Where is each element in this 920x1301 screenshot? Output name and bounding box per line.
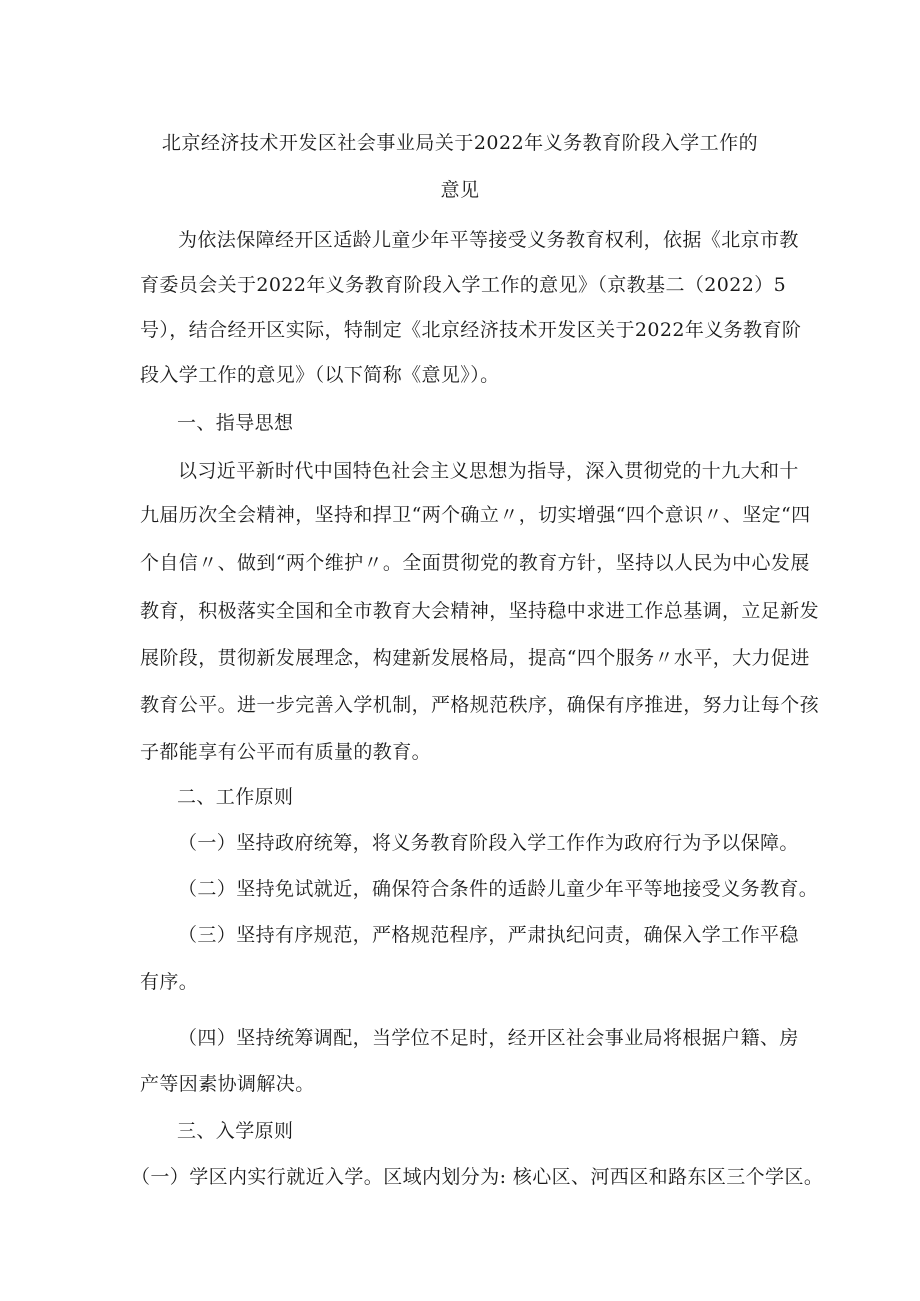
section-1-line-3: 个自信〃、做到“两个维护〃。全面贯彻党的教育方针，坚持以人民为中心发展 (140, 552, 810, 574)
section-1-line-6: 教育公平。进一步完善入学机制，严格规范秩序，确保有序推进，努力让每个孩 (140, 694, 820, 716)
section-2-item-2: （二）坚持免试就近，确保符合条件的适龄儿童少年平等地接受义务教育。 (178, 878, 819, 900)
document-title-line-1: 北京经济技术开发区社会事业局关于2022年义务教育阶段入学工作的 (161, 132, 759, 154)
document-title-line-2: 意见 (440, 179, 480, 201)
section-2-item-1: （一）坚持政府统筹，将义务教育阶段入学工作作为政府行为予以保障。 (178, 832, 799, 854)
intro-line-2: 育委员会关于2022年义务教育阶段入学工作的意见》（京教基二（2022）5 (140, 274, 787, 296)
section-2-item-3-line-1: （三）坚持有序规范，严格规范程序，严肃执纪问责，确保入学工作平稳 (178, 924, 799, 946)
section-1-heading: 一、指导思想 (177, 412, 294, 434)
section-1-line-1: 以习近平新时代中国特色社会主义思想为指导，深入贯彻党的十九大和十 (178, 460, 799, 482)
section-1-line-4: 教育，积极落实全国和全市教育大会精神，坚持稳中求进工作总基调，立足新发 (140, 600, 820, 622)
section-2-item-4-line-1: （四）坚持统筹调配，当学位不足时，经开区社会事业局将根据户籍、房 (178, 1027, 799, 1049)
section-1-line-5: 展阶段，贯彻新发展理念，构建新发展格局，提高“四个服务〃水平，大力促进 (140, 647, 810, 669)
section-2-item-3-line-2: 有序。 (140, 971, 199, 993)
intro-line-4: 段入学工作的意见》（以下简称《意见》）。 (140, 364, 500, 386)
section-3-item-1: （一）学区内实行就近入学。区域内划分为: 核心区、河西区和路东区三个学区。 (131, 1166, 824, 1188)
section-1-line-2: 九届历次全会精神，坚持和捍卫“两个确立〃，切实增强“四个意识〃、坚定“四 (140, 504, 811, 526)
section-2-item-4-line-2: 产等因素协调解决。 (140, 1073, 315, 1095)
intro-line-1: 为依法保障经开区适龄儿童少年平等接受义务教育权利，依据《北京市教 (178, 229, 799, 251)
section-1-line-7: 子都能享有公平而有质量的教育。 (140, 741, 432, 763)
section-2-heading: 二、工作原则 (177, 786, 294, 808)
intro-line-3: 号），结合经开区实际，特制定《北京经济技术开发区关于2022年义务教育阶 (140, 319, 802, 341)
section-3-heading: 三、入学原则 (177, 1120, 294, 1142)
